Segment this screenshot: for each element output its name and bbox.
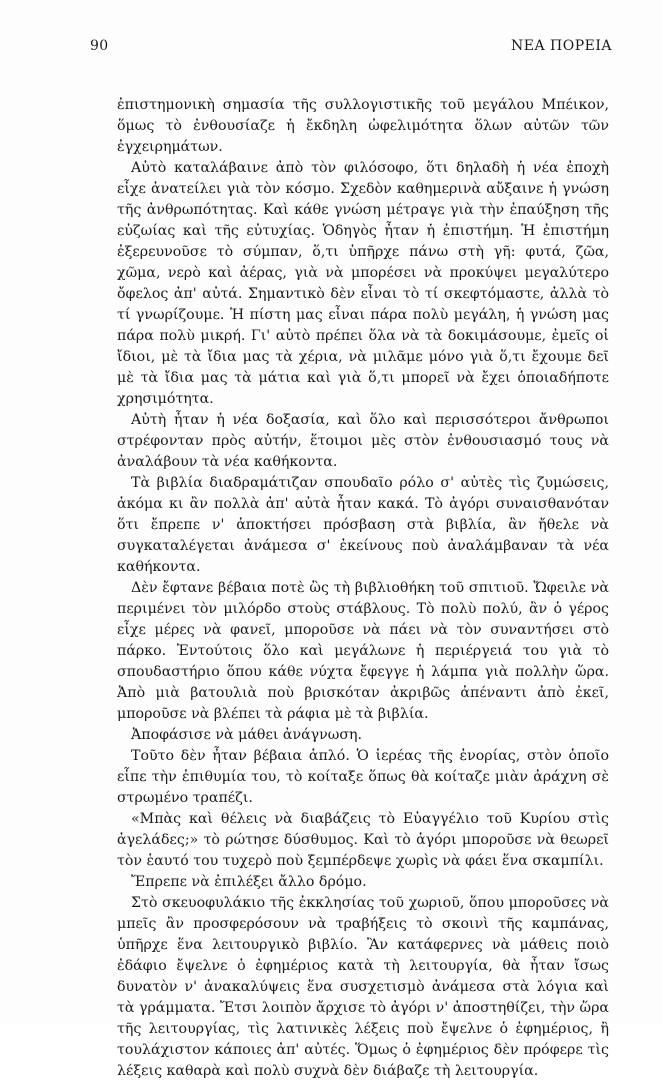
paragraph: Ἔπρεπε νὰ ἐπιλέξει ἄλλο δρόμο. xyxy=(131,874,367,890)
body-text xyxy=(117,95,609,1082)
paragraph: Αὐτὴ ἦταν ἡ νέα δοξασία, καὶ ὅλο καὶ περισσότεροι ἄνθρωποι στρέφονταν πρὸς αὐτήν, ἕτοιμοι μὲς στὸν ἐνθουσιασμό τους νὰ ἀναλάβουν τὰ νέα καθήκοντα. xyxy=(117,412,609,470)
paragraph: Ἀποφάσισε νὰ μάθει ἀνάγνωση. xyxy=(131,727,363,743)
running-head: ΝΕΑ ΠΟΡΕΙΑ xyxy=(511,38,612,54)
paragraph: Στὸ σκευοφυλάκιο τῆς ἐκκλησίας τοῦ χωριοῦ, ὅπου μποροῦσες νὰ μπεῖς ἂν προσφερόσουν νὰ τραβήξεις τὸ σκοινὶ τῆς καμπάνας, ὑπῆρχε ἕνα λειτουργικὸ βιβλίο. Ἂν κατάφερνες νὰ μάθεις ποιὸ ἐδάφιο ἔψελνε ὁ ἐφημέριος κατὰ τὴ λειτουργία, θὰ ἦταν ἴσως δυνατὸν ν' ἀνακαλύψεις ἕνα συσχετισμὸ ἀνάμεσα στὰ λόγια καὶ τὰ γράμματα. Ἔτσι λοιπὸν ἄρχισε τὸ ἀγόρι ν' ἀποστηθίζει, τὴν ὥρα τῆς λειτουργίας, τὶς λατινικὲς λέξεις ποὺ ἔψελνε ὁ ἐφημέριος, ἢ τουλάχιστον κάποιες ἀπ' αὐτές. Ὅμως ὁ ἐφημέριος δὲν πρόφερε τὶς λέξεις καθαρὰ καὶ πολὺ συχνὰ δὲν διάβαζε τὴ λειτουργία. xyxy=(117,895,609,1079)
paragraph: ἐπιστημονικὴ σημασία τῆς συλλογιστικῆς τοῦ μεγάλου Μπέικον, ὅμως τὸ ἐνθουσίαζε ἡ ἔκδηλη ὠφελιμότητα ὅλων αὐτῶν τῶν ἐγχειρημάτων. xyxy=(117,97,609,155)
paragraph: «Μπὰς καὶ θέλεις νὰ διαβάζεις τὸ Εὐαγγέλιο τοῦ Κυρίου στὶς ἀγελάδες;» τὸ ρώτησε δύσθυμος. Καὶ τὸ ἀγόρι μποροῦσε νὰ θεωρεῖ τὸν ἑαυτό του τυχερὸ ποὺ ξεμπέρδεψε χωρὶς νὰ φάει ἕνα σκαμπίλι. xyxy=(117,811,609,869)
paragraph: Δὲν ἔφτανε βέβαια ποτὲ ὣς τὴ βιβλιοθήκη τοῦ σπιτιοῦ. Ὤφειλε νὰ περιμένει τὸν μιλόρδο στοὺς στάβλους. Τὸ πολὺ πολύ, ἂν ὁ γέρος εἶχε μέρες νὰ φανεῖ, μποροῦσε νὰ πάει νὰ τὸν συναντήσει στὸ πάρκο. Ἐντούτοις ὅλο καὶ μεγάλωνε ἡ περιέργειά του γιὰ τὸ σπουδαστήριο ὅπου κάθε νύχτα ἔφεγγε ἡ λάμπα γιὰ πολλὴν ὥρα. Ἀπὸ μιὰ βατουλιὰ ποὺ βρισκόταν ἀκριβῶς ἀπέναντι ἀπὸ ἐκεῖ, μποροῦσε νὰ βλέπει τὰ ράφια μὲ τὰ βιβλία. xyxy=(117,580,609,722)
page-header xyxy=(90,38,612,58)
paragraph: Τὰ βιβλία διαδραμάτιζαν σπουδαῖο ρόλο σ' αὐτὲς τὶς ζυμώσεις, ἀκόμα κι ἂν πολλὰ ἀπ' αὐτὰ ἦταν κακά. Τὸ ἀγόρι συναισθανόταν ὅτι ἔπρεπε ν' ἀποκτήσει πρόσβαση στὰ βιβλία, ἂν ἤθελε νὰ συγκαταλέγεται ἀνάμεσα σ' ἐκείνους ποὺ ἀναλάμβαναν τὰ νέα καθήκοντα. xyxy=(117,475,609,575)
page-number: 90 xyxy=(90,38,109,54)
paragraph: Αὐτὸ καταλάβαινε ἀπὸ τὸν φιλόσοφο, ὅτι δηλαδὴ ἡ νέα ἐποχὴ εἶχε ἀνατείλει γιὰ τὸν κόσμο. Σχεδὸν καθημερινὰ αὔξαινε ἡ γνώση τῆς ἀνθρωπότητας. Καὶ κάθε γνώση μέτραγε γιὰ τὴν ἐπαύξηση τῆς εὐζωίας καὶ τῆς εὐτυχίας. Ὁδηγὸς ἦταν ἡ ἐπιστήμη. Ἡ ἐπιστήμη ἐξερευνοῦσε τὸ σύμπαν, ὅ,τι ὑπῆρχε πάνω στὴ γῆ: φυτά, ζῶα, χῶμα, νερὸ καὶ ἀέρας, γιὰ νὰ μπορέσει νὰ προκύψει μεγαλύτερο ὄφελος ἀπ' αὐτά. Σημαντικὸ δὲν εἶναι τὸ τί σκεφτόμαστε, ἀλλὰ τὸ τί γνωρίζουμε. Ἡ πίστη μας εἶναι πάρα πολὺ μεγάλη, ἡ γνώση μας πάρα πολὺ μικρή. Γι' αὐτὸ πρέπει ὅλα νὰ τὰ δοκιμάσουμε, ἐμεῖς οἱ ἴδιοι, μὲ τὰ ἴδια μας τὰ χέρια, νὰ μιλᾶμε μόνο γιὰ ὅ,τι ἔχουμε δεῖ μὲ τὰ ἴδια μας τὰ μάτια καὶ γιὰ ὅ,τι μπορεῖ νὰ ἔχει ὁποιαδήποτε χρησιμότητα. xyxy=(117,160,609,407)
paragraph: Τοῦτο δὲν ἦταν βέβαια ἁπλό. Ὁ ἱερέας τῆς ἐνορίας, στὸν ὁποῖο εἶπε τὴν ἐπιθυμία του, τὸ κοίταξε ὅπως θὰ κοίταζε μιὰν ἀράχνη σὲ στρωμένο τραπέζι. xyxy=(117,748,609,806)
